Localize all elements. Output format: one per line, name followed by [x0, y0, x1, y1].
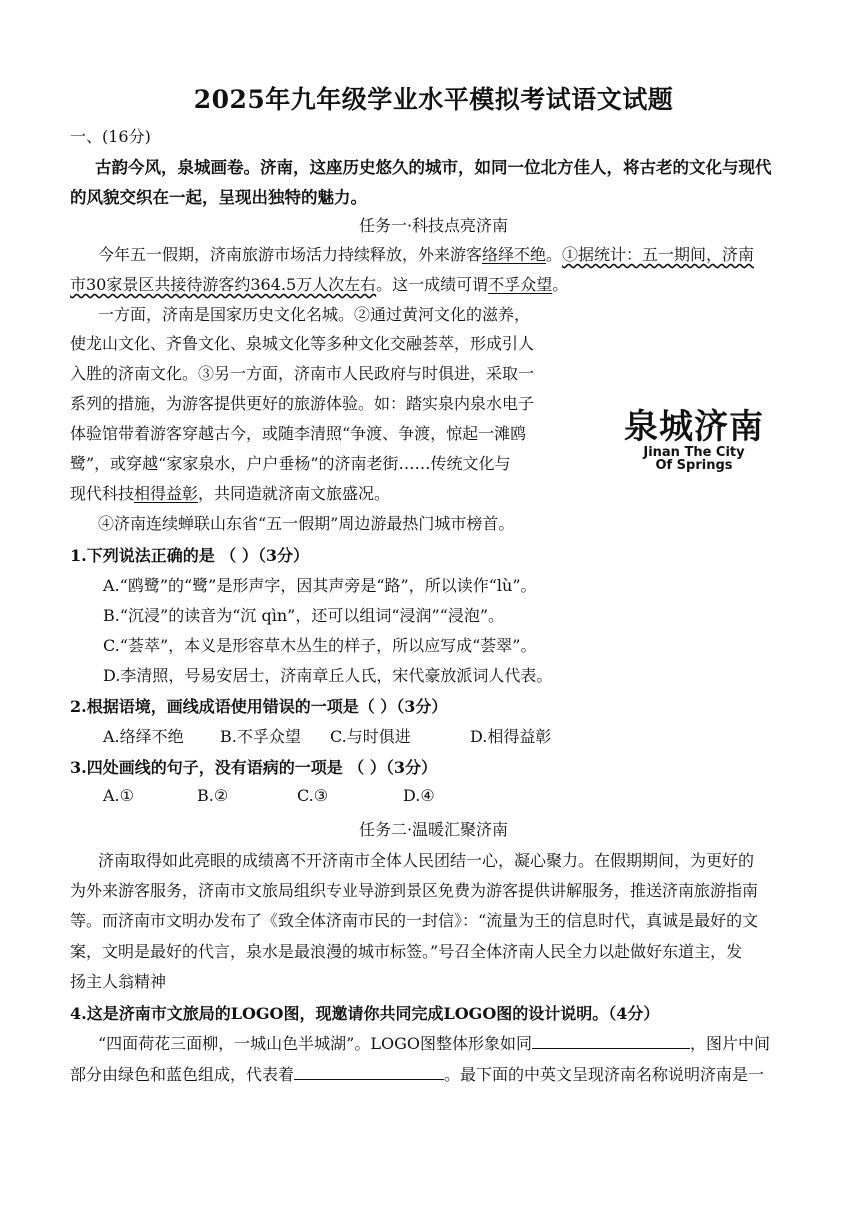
- task1-paragraph-line-1: [98, 242, 754, 265]
- question-2-stem: 2.根据语境，画线成语使用错误的一项是（ ）（3分）: [70, 697, 448, 716]
- section-heading: 一、(16分): [70, 127, 151, 146]
- logo-english-line-2: Of Springs: [655, 458, 733, 473]
- intro-line-2: 的风貌交织在一起，呈现出独特的魅力。: [70, 188, 367, 207]
- text-span: ，图片中间: [690, 1034, 771, 1053]
- page-title: 2025年九年级学业水平模拟考试语文试题: [193, 85, 674, 114]
- task2-paragraph-line-1: 济南取得如此亮眼的成绩离不开济南市全体人民团结一心，凝心聚力。在假期期间，为更好的: [98, 851, 755, 870]
- question-2-option-c: C.与时俱进: [330, 727, 411, 746]
- task2-paragraph-line-3: 等。而济南市文明办发布了《致全体济南市民的一封信》：“流量为王的信息时代，真诚是最好的文: [70, 911, 759, 930]
- question-3-stem: 3.四处画线的句子，没有语病的一项是 （ ）（3分）: [70, 758, 437, 777]
- question-3-option-b: B.②: [197, 786, 229, 805]
- task2-heading: 任务二·温暖汇聚济南: [358, 820, 509, 839]
- question-3-option-c: C.③: [297, 786, 329, 805]
- question-2-option-b: B.不孚众望: [220, 727, 301, 746]
- underlined-sentence-1: ①据统计：五一期间，济南: [562, 245, 755, 264]
- text-span: “四面荷花三面柳，一城山色半城湖”。LOGO图整体形象如同: [98, 1034, 533, 1053]
- question-2-option-a: A.络绎不绝: [103, 727, 184, 746]
- question-4-line-2: [70, 1062, 764, 1085]
- task1-p2-line-7: [70, 481, 390, 504]
- task1-paragraph-line-2: [70, 272, 568, 295]
- answer-blank-2[interactable]: [294, 1063, 444, 1080]
- underlined-idiom-3: 相得益彰: [134, 484, 199, 503]
- question-1-option-b: B.“沉浸”的读音为“沉 qìn”，还可以组词“浸润”“浸泡”。: [103, 606, 505, 625]
- question-2-option-d: D.相得益彰: [470, 727, 552, 746]
- task1-p3: ④济南连续蝉联山东省“五一假期”周边游最热门城市榜首。: [98, 514, 515, 533]
- question-1-option-a: A.“鸥鹭”的“鹭”是形声字，因其声旁是“路”，所以读作“lù”。: [103, 576, 537, 595]
- task1-p2-line-6: 鹭”，或穿越“家家泉水，户户垂杨”的济南老街……传统文化与: [70, 454, 511, 473]
- task2-paragraph-line-4: 案，文明是最好的代言，泉水是最浪漫的城市标签。”号召全体济南人民全力以赴做好东道主，发: [70, 942, 743, 961]
- task1-p2-line-3: 入胜的济南文化。③另一方面，济南市人民政府与时俱进，采取一: [70, 364, 535, 383]
- task2-paragraph-line-5: 扬主人翁精神: [70, 972, 167, 991]
- task1-p2-line-1: 一方面，济南是国家历史文化名城。②通过黄河文化的滋养，: [98, 305, 531, 324]
- text-span: 。最下面的中英文呈现济南名称说明济南是一: [444, 1065, 765, 1084]
- text-span: 。: [552, 275, 569, 294]
- logo-chinese-name: 泉城济南: [624, 407, 764, 447]
- intro-line-1: 古韵今风，泉城画卷。济南，这座历史悠久的城市，如同一位北方佳人，将古老的文化与现代: [95, 158, 772, 177]
- text-span: 今年五一假期，济南旅游市场活力持续释放，外来游客: [98, 245, 483, 264]
- text-span: ，共同造就济南文旅盛况。: [198, 484, 391, 503]
- underlined-sentence-1-cont: 市30家景区共接待游客约364.5万人次左右: [70, 275, 377, 294]
- answer-blank-1[interactable]: [532, 1032, 690, 1049]
- question-3-option-d: D.④: [403, 786, 435, 805]
- text-span: 部分由绿色和蓝色组成，代表着: [70, 1065, 295, 1084]
- question-3-option-a: A.①: [103, 786, 134, 805]
- logo-english-line-1: Jinan The City: [643, 445, 745, 460]
- underlined-idiom-2: 不孚众望: [488, 275, 553, 294]
- text-span: 。: [546, 245, 563, 264]
- question-1-stem: 1.下列说法正确的是 （ ）（3分）: [70, 546, 309, 565]
- text-span: 。这一成绩可谓: [376, 275, 489, 294]
- task1-heading: 任务一·科技点亮济南: [358, 216, 509, 235]
- text-span: 现代科技: [70, 484, 135, 503]
- question-4-line-1: [98, 1031, 770, 1054]
- jinan-logo: [608, 408, 780, 480]
- task1-p2-line-5: 体验馆带着游客穿越古今，或随李清照“争渡、争渡，惊起一滩鸥: [70, 424, 527, 443]
- question-1-option-c: C.“荟萃”，本义是形容草木丛生的样子，所以应写成“荟翠”。: [103, 636, 537, 655]
- question-4-stem: 4.这是济南市文旅局的LOGO图，现邀请你共同完成LOGO图的设计说明。（4分）: [70, 1004, 660, 1023]
- task2-paragraph-line-2: 为外来游客服务，济南市文旅局组织专业导游到景区免费为游客提供讲解服务，推送济南旅游指南: [70, 881, 759, 900]
- question-1-option-d: D.李清照，号易安居士，济南章丘人氏，宋代豪放派词人代表。: [103, 666, 553, 685]
- task1-p2-line-4: 系列的措施，为游客提供更好的旅游体验。如：踏实泉内泉水电子: [70, 394, 535, 413]
- task1-p2-line-2: 使龙山文化、齐鲁文化、泉城文化等多种文化交融荟萃，形成引人: [70, 334, 535, 353]
- underlined-idiom-1: 络绎不绝: [482, 245, 547, 264]
